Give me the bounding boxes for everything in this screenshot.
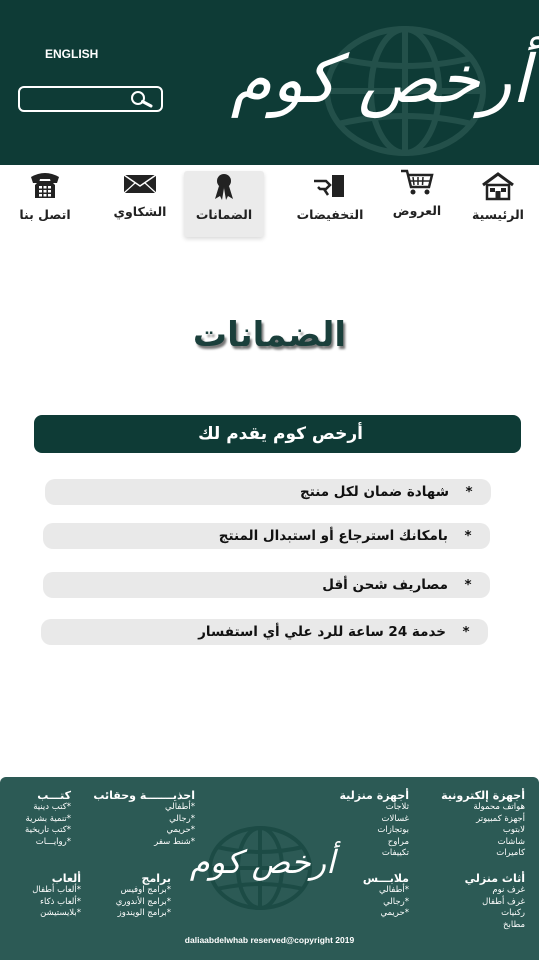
- feature-text: مصاريف شحن أقل: [322, 577, 448, 593]
- site-footer: [0, 777, 539, 960]
- footer-logo[interactable]: أرخص كوم: [189, 843, 335, 881]
- nav-item-label: الرئيسية: [472, 207, 524, 222]
- footer-link[interactable]: كاميرات: [496, 848, 525, 858]
- search-input[interactable]: [26, 90, 126, 108]
- nav-item-label: التخفيضات: [296, 207, 364, 222]
- offer-banner: أرخص كوم يقدم لك: [34, 415, 521, 453]
- footer-column-clothes: [363, 872, 409, 920]
- search-icon[interactable]: [127, 89, 155, 109]
- main-navigation: [0, 165, 539, 245]
- footer-link[interactable]: *رجالي: [383, 896, 409, 907]
- language-switch-link[interactable]: ENGLISH: [45, 47, 99, 61]
- feature-item: [43, 523, 490, 549]
- nav-item-label: الشكاوي: [113, 204, 167, 219]
- copyright-text: daliaabdelwhab reserved@copyright 2019: [184, 935, 355, 945]
- site-logo[interactable]: أرخص كوم: [230, 41, 530, 118]
- footer-link[interactable]: *رجالي: [169, 813, 195, 824]
- footer-link[interactable]: تكييفات: [381, 848, 409, 858]
- footer-link[interactable]: مراوح: [387, 836, 409, 847]
- feature-item: [43, 572, 490, 598]
- footer-link[interactable]: *أطفالي: [165, 802, 195, 812]
- bullet-star: *: [464, 577, 472, 593]
- footer-link[interactable]: *ألعاب أطفال: [32, 885, 81, 895]
- nav-item-complaints[interactable]: [100, 168, 180, 234]
- footer-link[interactable]: بوتجازات: [377, 825, 409, 835]
- footer-link[interactable]: *برامج الأندوري: [115, 896, 171, 907]
- footer-link[interactable]: غرف نوم: [492, 885, 525, 895]
- bullet-star: *: [462, 624, 470, 640]
- footer-heading[interactable]: برامج: [141, 872, 171, 885]
- footer-link[interactable]: *روايـــات: [35, 836, 71, 847]
- feature-text: بامكانك استرجاع أو استبدال المنتج: [218, 528, 448, 544]
- footer-column-shoes-bags: [93, 789, 195, 848]
- feature-item: [45, 479, 491, 505]
- house-icon: [480, 171, 516, 201]
- footer-link[interactable]: *حريمي: [380, 908, 409, 918]
- nav-item-label: العروض: [392, 203, 442, 218]
- footer-heading[interactable]: احذيـــــــة وحقائب: [93, 789, 195, 802]
- footer-link[interactable]: *تنمية بشرية: [25, 813, 71, 824]
- footer-column-games: [32, 872, 81, 920]
- footer-link[interactable]: شاشات: [497, 836, 525, 847]
- footer-link[interactable]: غرف أطفال: [482, 896, 525, 907]
- footer-link[interactable]: *برامج الويندوز: [117, 908, 171, 918]
- nav-item-home[interactable]: [458, 171, 538, 237]
- nav-item-label: الضمانات: [195, 207, 253, 222]
- nav-item-label: اتصل بنا: [19, 207, 71, 222]
- search-box[interactable]: [18, 86, 163, 112]
- feature-text: خدمة 24 ساعة للرد علي أي استفسار: [198, 624, 446, 640]
- footer-column-software: [116, 872, 171, 920]
- shopping-cart-icon: [399, 167, 435, 197]
- footer-link[interactable]: *كتب تاريخية: [25, 825, 71, 835]
- nav-item-offers[interactable]: [377, 167, 457, 233]
- footer-link[interactable]: *ألعاب ذكاء: [39, 896, 81, 907]
- footer-link[interactable]: *شنط سفر: [154, 836, 195, 847]
- footer-link[interactable]: ثلاجات: [385, 802, 409, 812]
- feature-text: شهادة ضمان لكل منتج: [299, 484, 449, 500]
- site-header: [0, 0, 539, 165]
- footer-column-home-appliances: [339, 789, 409, 860]
- award-ribbon-icon: [212, 171, 236, 201]
- footer-heading[interactable]: أثاث منزلي: [464, 872, 525, 885]
- footer-link[interactable]: غسالات: [381, 813, 409, 824]
- nav-item-discounts[interactable]: [290, 171, 370, 237]
- footer-link[interactable]: لابتوب: [502, 825, 525, 835]
- footer-link[interactable]: *بلايستيشن: [40, 908, 81, 918]
- footer-link[interactable]: *كتب دينية: [33, 802, 71, 812]
- footer-heading[interactable]: أجهزة منزلية: [339, 789, 409, 802]
- discount-hand-icon: [312, 171, 348, 201]
- telephone-icon: [27, 171, 63, 201]
- nav-item-guarantees[interactable]: [184, 171, 264, 237]
- bullet-star: *: [465, 484, 473, 500]
- nav-item-contact[interactable]: [5, 171, 85, 237]
- footer-column-furniture: [465, 872, 525, 931]
- footer-heading[interactable]: ألعاب: [51, 872, 81, 885]
- footer-link[interactable]: ركنيات: [501, 908, 525, 918]
- footer-link[interactable]: *أطفالي: [379, 885, 409, 895]
- bullet-star: *: [464, 528, 472, 544]
- footer-link[interactable]: *برامج اوفيس: [120, 885, 171, 895]
- footer-column-books: [25, 789, 71, 848]
- footer-link[interactable]: مطابخ: [503, 919, 525, 930]
- footer-link[interactable]: هواتف محمولة: [473, 802, 525, 812]
- envelope-icon: [122, 168, 158, 198]
- page-title: الضمانات: [192, 315, 347, 355]
- footer-heading[interactable]: كتـــب: [37, 789, 71, 802]
- footer-link[interactable]: *حريمي: [166, 825, 195, 835]
- footer-heading[interactable]: أجهزة إلكترونية: [441, 789, 525, 802]
- footer-link[interactable]: أجهزة كمبيوتر: [476, 813, 525, 824]
- footer-heading[interactable]: ملابـــس: [362, 872, 409, 885]
- footer-column-electronics: [441, 789, 525, 860]
- feature-item: [41, 619, 488, 645]
